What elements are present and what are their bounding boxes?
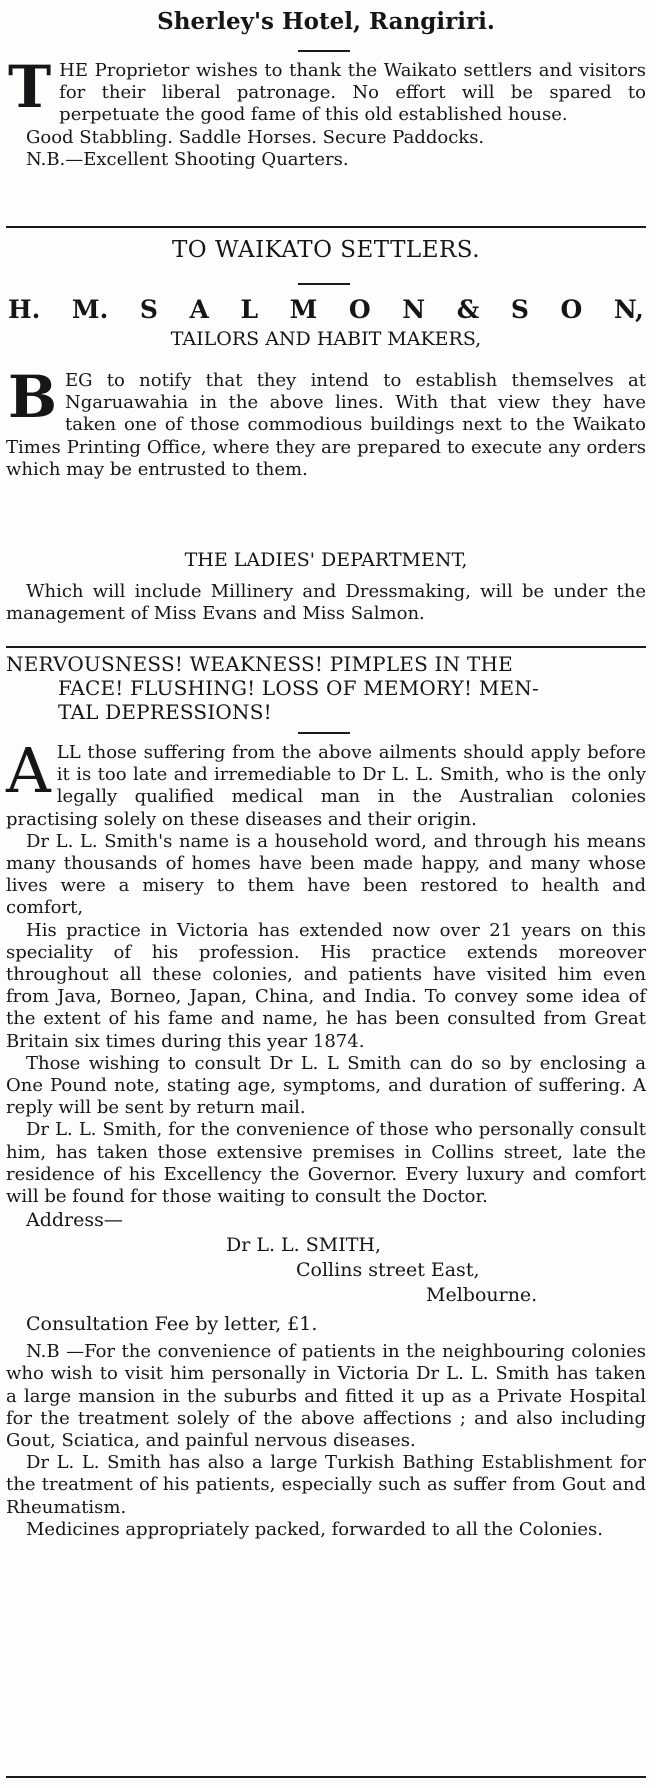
consultation-fee: Consultation Fee by letter, £1. [26,1313,318,1336]
ladies-body: Which will include Millinery and Dressmaking, will be under the management of Miss Evans and Miss Salmon. [6,581,646,625]
section-rule [6,226,646,228]
salmon-subtitle: TAILORS AND HABIT MAKERS, [170,328,482,350]
salmon-firm-block [6,295,646,352]
drop-cap: T [8,53,52,121]
firm-letter: O [560,295,583,324]
smith-paragraph: Dr L. L. Smith, for the convenience of those who personally consult him, has taken those extensive premises in Collins street, late the residence of his Excellency the Governor. Every luxury and comfort will be found for those waiting to consult the Doctor. [6,1119,646,1208]
section-rule [6,646,646,648]
headline-line: NERVOUSNESS! WEAKNESS! PIMPLES IN THE [6,652,513,676]
firm-letter: N [402,295,426,324]
short-divider [298,732,350,734]
firm-name [6,295,646,325]
short-divider [298,50,350,52]
firm-letter: S [510,295,529,324]
salmon-advertisement [6,236,646,264]
firm-letter: N, [613,295,644,324]
address-name: Dr L. L. SMITH, [226,1234,382,1257]
smith-paragraph: His practice in Victoria has extended now over 21 years on this speciality of his profession. His practice extends moreover throughout all these colonies, and patients have visited him even from Java, Borneo, Japan, China, and India. To convey some idea of the extent of his fame and name, he has been consulted from Great Britain six times during this year 1874. [6,919,646,1052]
address-city: Melbourne. [426,1284,538,1307]
short-divider [298,283,350,285]
address-label: Address— [26,1209,123,1232]
smith-body-block [6,734,646,1541]
drop-cap: A [6,734,51,807]
firm-letter: L [240,295,259,324]
firm-letter: S [139,295,158,324]
section-rule [6,1776,646,1778]
hotel-advertisement [6,8,646,36]
firm-letter: M [289,295,318,324]
firm-letter: O [348,295,371,324]
firm-letter: & [456,295,480,324]
smith-advertisement [6,652,646,724]
firm-letter: H. [8,295,41,324]
smith-paragraph: Medicines appropriately packed, forwarded to all the Colonies. [26,1518,604,1540]
headline-line: FACE! FLUSHING! LOSS OF MEMORY! MEN- [58,676,539,700]
salmon-body-block [6,363,646,481]
hotel-title: Sherley's Hotel, Rangiriri. [157,8,495,35]
smith-paragraph: Dr L. L. Smith's name is a household word, and through his means many thousands of homes have been made happy, and many whose lives were a misery to them have been restored to health and comfort, [6,830,646,919]
hotel-features: Good Stabbling. Saddle Horses. Secure Paddocks. [26,126,485,148]
smith-headline [6,652,646,724]
headline-line: TAL DEPRESSIONS! [58,700,272,724]
salmon-body: EG to notify that they intend to establish themselves at Ngaruawahia in the above lines. With that view they have taken one of those commodious buildings next to the Waikato Times Printing Office, where they are prepared to execute any orders which may be entrusted to them. [6,370,646,480]
smith-paragraph: Those wishing to consult Dr L. L Smith can do so by enclosing a One Pound note, stating age, symptoms, and duration of suffering. A reply will be sent by return mail. [6,1052,646,1119]
smith-paragraph: N.B —For the convenience of patients in the neighbouring colonies who wish to visit him personally in Victoria Dr L. L. Smith has taken a large mansion in the suburbs and fitted it up as a Private Hospital for the treatment solely of the above affections ; and also including Gout, Sciatica, and painful nervous diseases. [6,1341,646,1452]
ladies-heading: THE LADIES' DEPARTMENT, [184,549,468,571]
smith-paragraph: LL those suffering from the above ailments should apply before it is too late and irremediable to Dr L. L. Smith, who is the only legally qualified medical man in the Australian colonies practising solely on these diseases and their origin. [6,742,646,830]
smith-paragraph: Dr L. L. Smith has also a large Turkish Bathing Establishment for the treatment of his patients, especially such as suffer from Gout and Rheumatism. [6,1452,646,1518]
firm-letter: M. [71,295,109,324]
address-street: Collins street East, [296,1259,480,1282]
drop-cap: B [8,363,58,431]
hotel-body-block [6,53,646,171]
hotel-body: HE Proprietor wishes to thank the Waikato settlers and visitors for their liberal patronage. No effort will be spared to perpetuate the good fame of this old established house. [59,60,646,126]
hotel-note: N.B.—Excellent Shooting Quarters. [26,148,349,170]
salmon-heading: TO WAIKATO SETTLERS. [171,237,481,263]
firm-letter: A [189,295,209,324]
ladies-block [6,548,646,625]
